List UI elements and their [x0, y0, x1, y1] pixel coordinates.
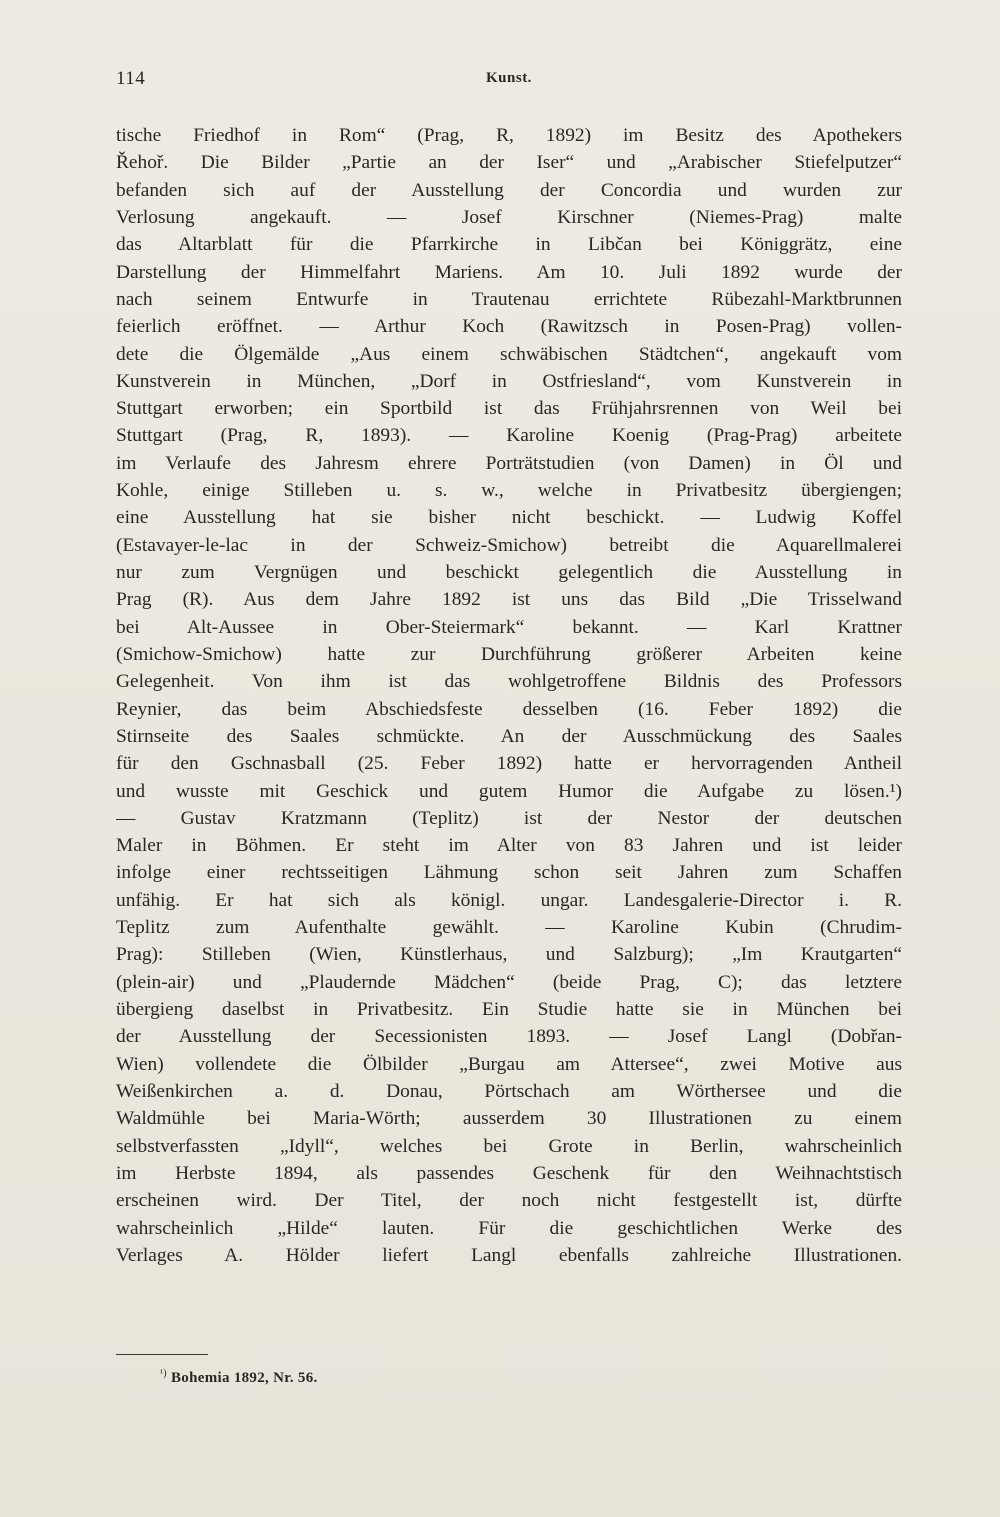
running-head — [116, 64, 902, 94]
text-line: bei Alt-Aussee in Ober-Steiermark“ bekannt. — Karl Krattner — [116, 616, 902, 638]
text-line: Prag (R). Aus dem Jahre 1892 ist uns das Bild „Die Trisselwand — [116, 589, 902, 611]
text-line: (Estavayer-le-lac in der Schweiz-Smichow) betreibt die Aquarellmalerei — [116, 534, 902, 556]
footnote-rule — [116, 1354, 208, 1355]
text-line: Verlosung angekauft. — Josef Kirschner (Niemes-Prag) malte — [116, 206, 902, 228]
footnote-marker: ¹) — [160, 1368, 167, 1379]
text-line-last — [116, 1269, 902, 1296]
text-line: nur zum Vergnügen und beschickt gelegentlich die Ausstellung in — [116, 562, 902, 583]
text-line: (Smichow-Smichow) hatte zur Durchführung größerer Arbeiten keine — [116, 643, 902, 665]
text-line: Prag): Stilleben (Wien, Künstlerhaus, und Salzburg); „Im Krautgarten“ — [116, 944, 902, 966]
text-line: im Herbste 1894, als passendes Geschenk für den Weihnachtstisch — [116, 1162, 902, 1184]
text-line: Kohle, einige Stilleben u. s. w., welche in Privatbesitz übergiengen; — [116, 480, 902, 502]
text-line: das Altarblatt für die Pfarrkirche in Libčan bei Königgrätz, eine — [116, 234, 902, 256]
footnote — [160, 1368, 318, 1387]
text-line: Řehoř. Die Bilder „Partie an der Iser“ und „Arabischer Stiefelputzer“ — [116, 152, 902, 174]
footnote-text: Bohemia 1892, Nr. 56. — [171, 1370, 318, 1386]
text-line: Stirnseite des Saales schmückte. An der Ausschmückung des Saales — [116, 725, 902, 747]
text-line: nach seinem Entwurfe in Trautenau errichtete Rübezahl-Marktbrunnen — [116, 288, 902, 310]
text-line: erscheinen wird. Der Titel, der noch nicht festgestellt ist, dürfte — [116, 1190, 902, 1212]
page-number: 114 — [116, 68, 146, 89]
text-line: Kunstverein in München, „Dorf in Ostfriesland“, vom Kunstverein in — [116, 370, 902, 392]
text-line: Darstellung der Himmelfahrt Mariens. Am 10. Juli 1892 wurde der — [116, 261, 902, 283]
text-line: Stuttgart erworben; ein Sportbild ist das Frühjahrsrennen von Weil bei — [116, 398, 902, 420]
body-text — [116, 122, 902, 1296]
text-line: Waldmühle bei Maria-Wörth; ausserdem 30 Illustrationen zu einem — [116, 1108, 902, 1130]
text-line: Verlages A. Hölder liefert Langl ebenfalls zahlreiche Illustrationen. — [116, 1244, 902, 1266]
running-title: Kunst. — [486, 70, 532, 86]
text-line: dete die Ölgemälde „Aus einem schwäbischen Städtchen“, angekauft vom — [116, 343, 902, 365]
text-line: tische Friedhof in Rom“ (Prag, R, 1892) im Besitz des Apothekers — [116, 125, 902, 146]
text-line: im Verlaufe des Jahresm ehrere Porträtstudien (von Damen) in Öl und — [116, 452, 902, 474]
text-line: Stuttgart (Prag, R, 1893). — Karoline Koenig (Prag-Prag) arbeitete — [116, 425, 902, 447]
text-line: der Ausstellung der Secessionisten 1893. — Josef Langl (Dobřan- — [116, 1026, 902, 1048]
text-line: Wien) vollendete die Ölbilder „Burgau am Attersee“, zwei Motive aus — [116, 1053, 902, 1075]
text-line: Weißenkirchen a. d. Donau, Pörtschach am Wörthersee und die — [116, 1080, 902, 1102]
text-line: Teplitz zum Aufenthalte gewählt. — Karoline Kubin (Chrudim- — [116, 917, 902, 939]
text-line: für den Gschnasball (25. Feber 1892) hatte er hervorragenden Antheil — [116, 753, 902, 775]
text-line: unfähig. Er hat sich als königl. ungar. Landesgalerie-Director i. R. — [116, 889, 902, 911]
text-line: Reynier, das beim Abschiedsfeste desselben (16. Feber 1892) die — [116, 698, 902, 720]
text-line: eine Ausstellung hat sie bisher nicht beschickt. — Ludwig Koffel — [116, 507, 902, 529]
text-line: Gelegenheit. Von ihm ist das wohlgetroffene Bildnis des Professors — [116, 671, 902, 693]
text-line: befanden sich auf der Ausstellung der Concordia und wurden zur — [116, 179, 902, 201]
text-line: übergieng daselbst in Privatbesitz. Ein Studie hatte sie in München bei — [116, 999, 902, 1020]
text-line: und wusste mit Geschick und gutem Humor die Aufgabe zu lösen.¹) — [116, 780, 902, 802]
text-line: — Gustav Kratzmann (Teplitz) ist der Nestor der deutschen — [116, 807, 902, 829]
text-line: (plein-air) und „Plaudernde Mädchen“ (beide Prag, C); das letztere — [116, 971, 902, 993]
text-line: Maler in Böhmen. Er steht im Alter von 83 Jahren und ist leider — [116, 835, 902, 857]
text-line: feierlich eröffnet. — Arthur Koch (Rawitzsch in Posen-Prag) vollen- — [116, 316, 902, 338]
text-line: infolge einer rechtsseitigen Lähmung schon seit Jahren zum Schaffen — [116, 862, 902, 884]
text-line: selbstverfassten „Idyll“, welches bei Grote in Berlin, wahrscheinlich — [116, 1135, 902, 1157]
text-line: wahrscheinlich „Hilde“ lauten. Für die geschichtlichen Werke des — [116, 1217, 902, 1239]
